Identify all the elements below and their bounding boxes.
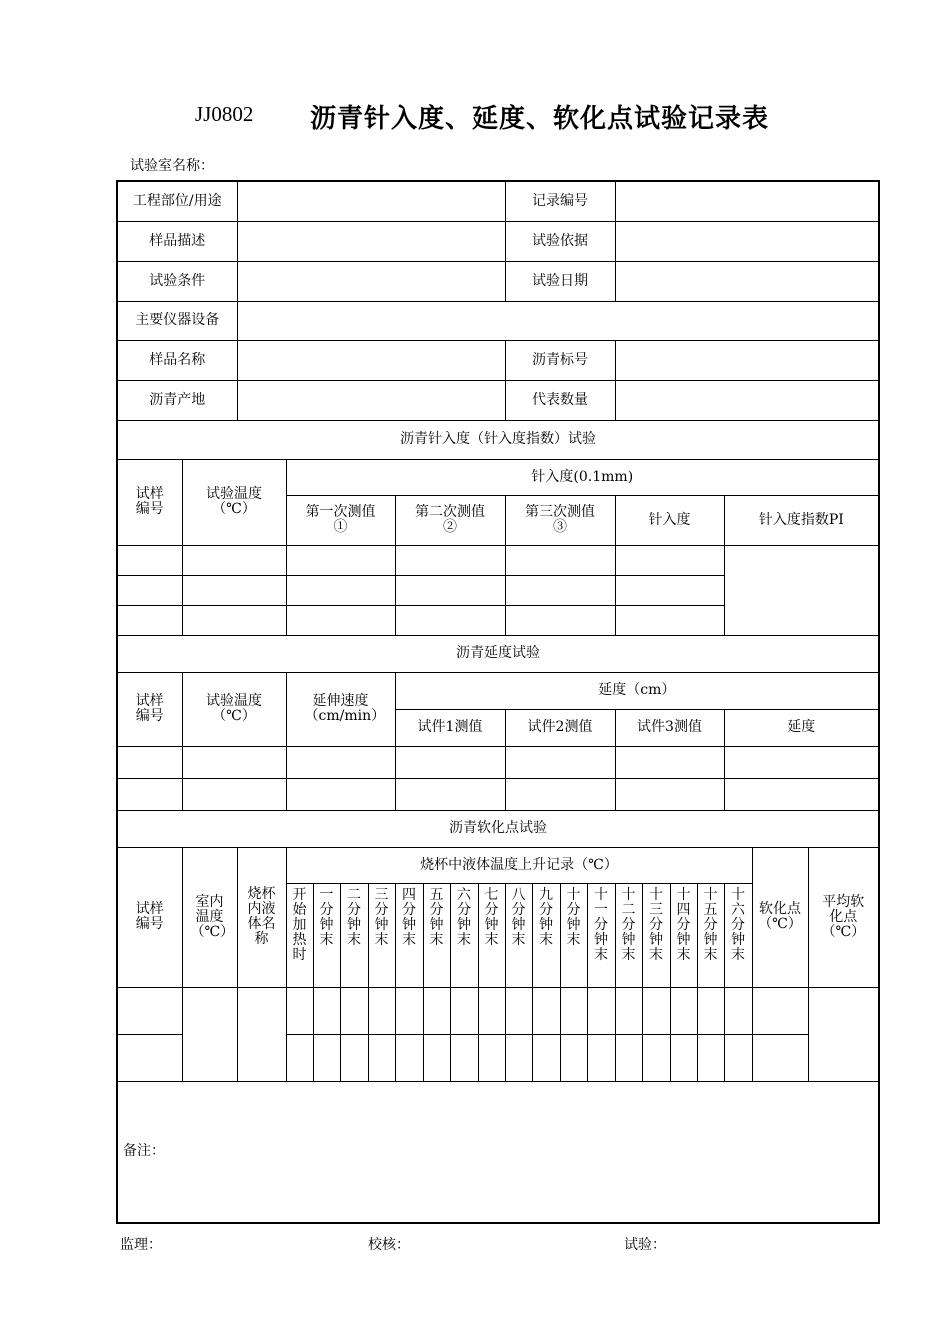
duct-cell[interactable]: [505, 746, 615, 778]
duct-speed-header: 延伸速度（cm/min）: [286, 672, 395, 746]
checker-label: 校核：: [368, 1237, 410, 1253]
sp-temp-cell[interactable]: [395, 1034, 423, 1081]
sp-cell[interactable]: [117, 987, 182, 1034]
grade-value[interactable]: [615, 340, 879, 380]
sp-temp-cell[interactable]: [478, 1034, 505, 1081]
sp-minute-header-15: 十五分钟末: [697, 883, 724, 987]
sp-temp-cell[interactable]: [340, 987, 368, 1034]
tester-label: 试验：: [624, 1237, 666, 1253]
duct-cell[interactable]: [286, 778, 395, 810]
sp-liquid-header: 烧杯内液体名称: [237, 847, 286, 987]
quantity-value[interactable]: [615, 380, 879, 420]
remark-field[interactable]: 备注：: [117, 1081, 879, 1223]
project-part-label: 工程部位/用途: [117, 181, 237, 221]
sp-minute-header-10: 十分钟末: [560, 883, 587, 987]
sample-name-label: 样品名称: [117, 340, 237, 380]
sp-temp-cell[interactable]: [532, 1034, 560, 1081]
softening-section-title: 沥青软化点试验: [117, 810, 879, 847]
pen-pi-header: 针入度指数PI: [724, 495, 879, 545]
sp-temp-cell[interactable]: [340, 1034, 368, 1081]
pen-cell[interactable]: [395, 605, 505, 635]
sp-room-temp-header: 室内温度（℃）: [182, 847, 237, 987]
pen-cell[interactable]: [182, 605, 286, 635]
form-title: 沥青针入度、延度、软化点试验记录表: [310, 104, 770, 134]
pen-cell[interactable]: [182, 575, 286, 605]
pen-cell[interactable]: [117, 605, 182, 635]
sp-minute-header-14: 十四分钟末: [670, 883, 697, 987]
duct-cell[interactable]: [724, 746, 879, 778]
pen-sample-no-header: 试样编号: [117, 459, 182, 545]
pen-pi-value[interactable]: [724, 545, 879, 635]
duct-cell[interactable]: [182, 746, 286, 778]
sp-temp-cell[interactable]: [587, 987, 615, 1034]
sp-minute-header-12: 十二分钟末: [615, 883, 642, 987]
sp-temp-cell[interactable]: [560, 987, 587, 1034]
sp-temp-cell[interactable]: [505, 1034, 532, 1081]
sp-temp-cell[interactable]: [505, 987, 532, 1034]
project-part-value[interactable]: [237, 181, 505, 221]
sp-minute-header-1: 一分钟末: [313, 883, 340, 987]
pen-cell[interactable]: [615, 575, 724, 605]
sample-name-value[interactable]: [237, 340, 505, 380]
lab-name-label: 试验室名称：: [130, 158, 214, 174]
test-cond-label: 试验条件: [117, 261, 237, 301]
sp-minute-header-0: 开始加热时: [286, 883, 313, 987]
sp-minute-header-4: 四分钟末: [395, 883, 423, 987]
sp-temp-cell[interactable]: [286, 1034, 313, 1081]
sp-temp-cell[interactable]: [615, 1034, 642, 1081]
sp-minute-header-8: 八分钟末: [505, 883, 532, 987]
page-title: [0, 98, 950, 138]
pen-m3-header: 第三次测值③: [505, 495, 615, 545]
duct-cell[interactable]: [117, 746, 182, 778]
pen-m1-header: 第一次测值①: [286, 495, 395, 545]
test-date-label: 试验日期: [505, 261, 615, 301]
sp-temp-cell[interactable]: [313, 987, 340, 1034]
sp-sample-no-header: 试样编号: [117, 847, 182, 987]
sp-temp-cell[interactable]: [560, 1034, 587, 1081]
sp-temp-cell[interactable]: [478, 987, 505, 1034]
duct-s1-header: 试件1测值: [395, 709, 505, 746]
pen-cell[interactable]: [615, 545, 724, 575]
sp-temp-cell[interactable]: [450, 1034, 478, 1081]
duct-sample-no-header: 试样编号: [117, 672, 182, 746]
record-no-label: 记录编号: [505, 181, 615, 221]
pen-cell[interactable]: [117, 575, 182, 605]
sp-value-header: 软化点（℃）: [752, 847, 808, 987]
sp-minute-header-9: 九分钟末: [532, 883, 560, 987]
duct-cell[interactable]: [286, 746, 395, 778]
quantity-label: 代表数量: [505, 380, 615, 420]
test-basis-value[interactable]: [615, 221, 879, 261]
sp-minute-header-3: 三分钟末: [368, 883, 395, 987]
pen-temp-header: 试验温度（℃）: [182, 459, 286, 545]
pen-cell[interactable]: [286, 575, 395, 605]
test-date-value[interactable]: [615, 261, 879, 301]
ductility-section-title: 沥青延度试验: [117, 635, 879, 672]
sp-minute-header-5: 五分钟末: [423, 883, 450, 987]
sp-temp-cell[interactable]: [724, 987, 752, 1034]
sp-temp-cell[interactable]: [697, 1034, 724, 1081]
sp-minute-header-13: 十三分钟末: [642, 883, 670, 987]
pen-m2-header: 第二次测值②: [395, 495, 505, 545]
equipment-label: 主要仪器设备: [117, 301, 237, 340]
sp-temp-cell[interactable]: [697, 987, 724, 1034]
duct-cell[interactable]: [182, 778, 286, 810]
sp-minute-header-11: 十一分钟末: [587, 883, 615, 987]
pen-cell[interactable]: [117, 545, 182, 575]
sp-avg-value[interactable]: [808, 987, 879, 1081]
duct-value-header: 延度: [724, 709, 879, 746]
sp-cell[interactable]: [117, 1034, 182, 1081]
sp-value-cell[interactable]: [752, 987, 808, 1034]
sp-temp-cell[interactable]: [642, 987, 670, 1034]
sp-minute-header-6: 六分钟末: [450, 883, 478, 987]
origin-label: 沥青产地: [117, 380, 237, 420]
sp-temp-cell[interactable]: [423, 987, 450, 1034]
sp-temp-cell[interactable]: [423, 1034, 450, 1081]
pen-cell[interactable]: [395, 575, 505, 605]
sp-temp-cell[interactable]: [368, 987, 395, 1034]
pen-cell[interactable]: [615, 605, 724, 635]
sp-avg-header: 平均软化点（℃）: [808, 847, 879, 987]
duct-group-header: 延度（cm）: [395, 672, 879, 709]
duct-s2-header: 试件2测值: [505, 709, 615, 746]
duct-cell[interactable]: [117, 778, 182, 810]
sp-temp-cell[interactable]: [313, 1034, 340, 1081]
sample-desc-label: 样品描述: [117, 221, 237, 261]
pen-group-header: 针入度(0.1mm): [286, 459, 879, 495]
pen-value-header: 针入度: [615, 495, 724, 545]
sp-temp-cell[interactable]: [642, 1034, 670, 1081]
duct-cell[interactable]: [615, 746, 724, 778]
supervisor-label: 监理：: [120, 1237, 162, 1253]
penetration-section-title: 沥青针入度（针入度指数）试验: [117, 420, 879, 459]
sp-temp-cell[interactable]: [368, 1034, 395, 1081]
sp-minute-header-7: 七分钟末: [478, 883, 505, 987]
form-code: JJ0802: [195, 102, 254, 126]
pen-cell[interactable]: [505, 545, 615, 575]
test-cond-value[interactable]: [237, 261, 505, 301]
sp-temp-cell[interactable]: [532, 987, 560, 1034]
origin-value[interactable]: [237, 380, 505, 420]
sp-temp-cell[interactable]: [670, 987, 697, 1034]
sp-minute-header-16: 十六分钟末: [724, 883, 752, 987]
duct-cell[interactable]: [395, 746, 505, 778]
sp-temp-cell[interactable]: [615, 987, 642, 1034]
sp-liquid-value[interactable]: [237, 987, 286, 1081]
sp-temp-cell[interactable]: [395, 987, 423, 1034]
sp-temp-cell[interactable]: [670, 1034, 697, 1081]
record-no-value[interactable]: [615, 181, 879, 221]
duct-cell[interactable]: [615, 778, 724, 810]
sp-temp-cell[interactable]: [450, 987, 478, 1034]
duct-temp-header: 试验温度（℃）: [182, 672, 286, 746]
record-table: [116, 180, 880, 1224]
sp-minute-header-2: 二分钟末: [340, 883, 368, 987]
duct-cell[interactable]: [505, 778, 615, 810]
pen-cell[interactable]: [505, 575, 615, 605]
test-basis-label: 试验依据: [505, 221, 615, 261]
duct-cell[interactable]: [395, 778, 505, 810]
pen-cell[interactable]: [505, 605, 615, 635]
sp-group-header: 烧杯中液体温度上升记录（℃）: [286, 847, 752, 883]
sample-desc-value[interactable]: [237, 221, 505, 261]
equipment-value[interactable]: [237, 301, 879, 340]
pen-cell[interactable]: [286, 545, 395, 575]
duct-cell[interactable]: [724, 778, 879, 810]
duct-s3-header: 试件3测值: [615, 709, 724, 746]
sp-value-cell[interactable]: [752, 1034, 808, 1081]
sp-temp-cell[interactable]: [587, 1034, 615, 1081]
pen-cell[interactable]: [286, 605, 395, 635]
sp-temp-cell[interactable]: [286, 987, 313, 1034]
sp-temp-cell[interactable]: [724, 1034, 752, 1081]
pen-cell[interactable]: [182, 545, 286, 575]
sp-room-temp-value[interactable]: [182, 987, 237, 1081]
grade-label: 沥青标号: [505, 340, 615, 380]
pen-cell[interactable]: [395, 545, 505, 575]
